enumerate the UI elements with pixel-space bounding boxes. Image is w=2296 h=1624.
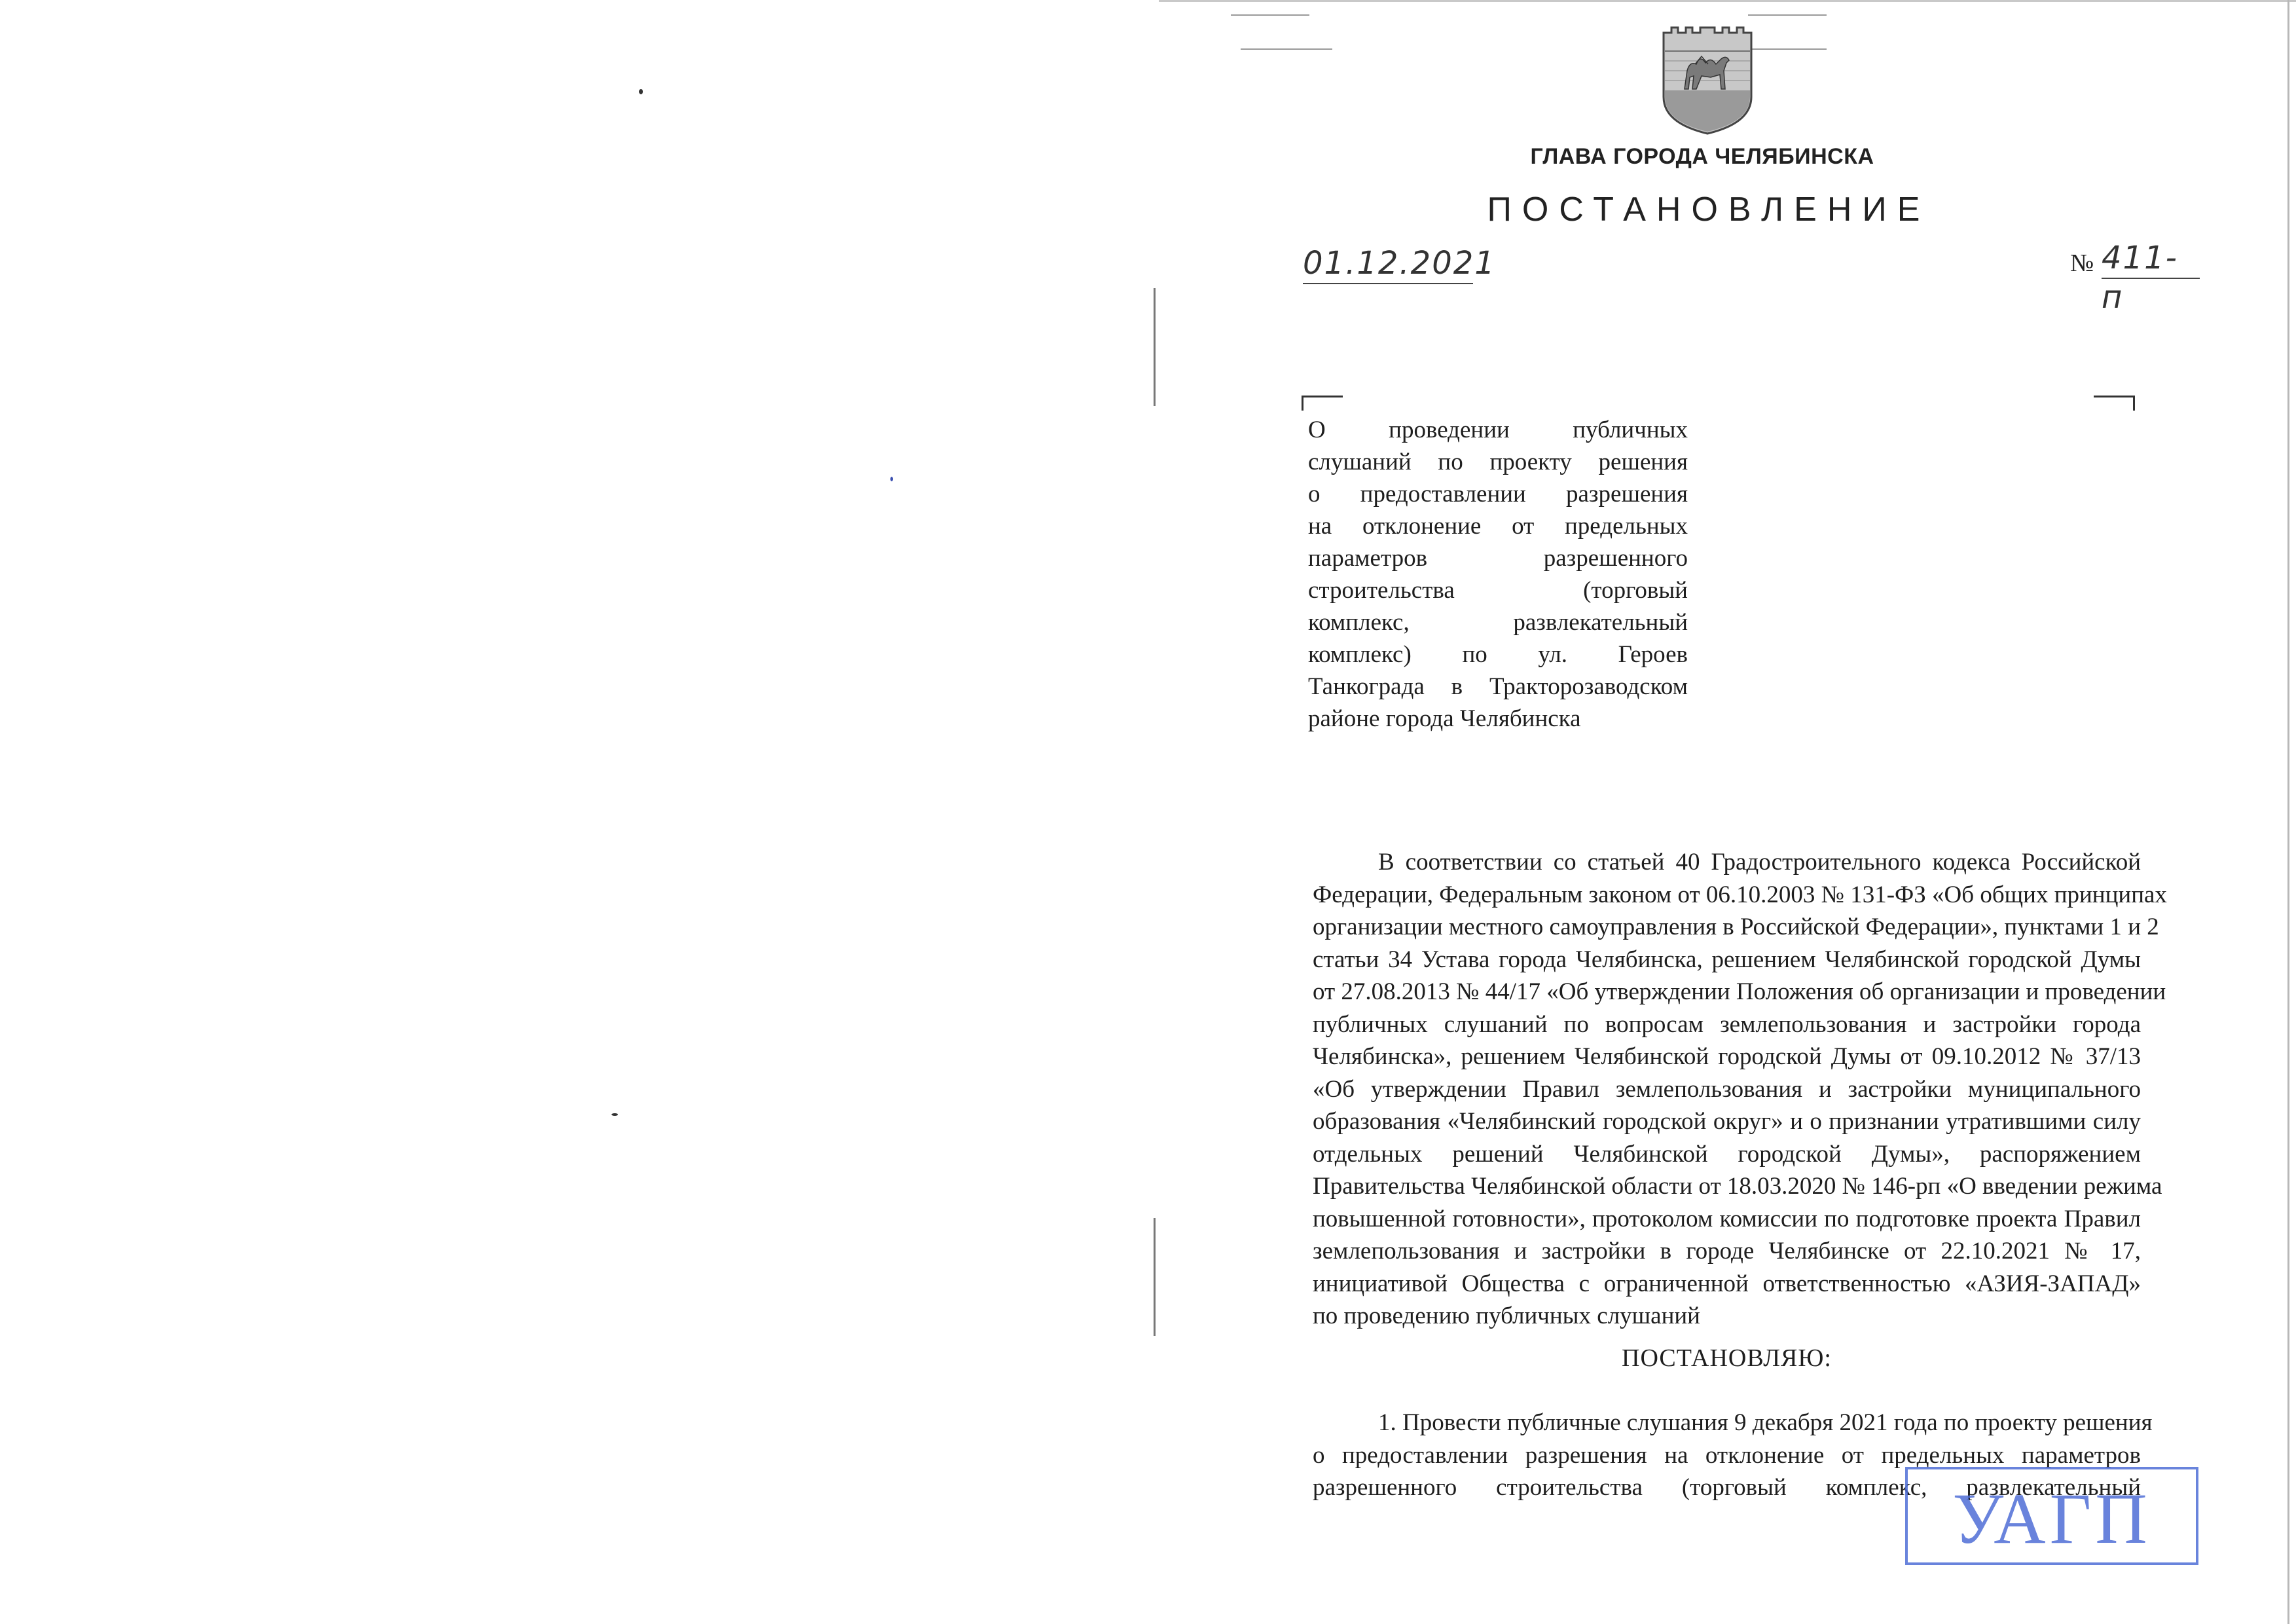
preamble-line: Федерации, Федеральным законом от 06.10.2003 № 131-ФЗ «Об общих принципах: [1313, 881, 2167, 908]
subject-line: слушаний по проекту решения: [1308, 449, 1688, 475]
subject-line: на отклонение от предельных: [1308, 513, 1688, 540]
clause-line: разрешенного строительства (торговый комплекс, развлекательный: [1313, 1474, 2141, 1501]
subject-line: комплекс, развлекательный: [1308, 609, 1688, 636]
clause-line: о предоставлении разрешения на отклонение от предельных параметров: [1313, 1441, 2141, 1469]
registration-stamp: УАГП: [1905, 1467, 2198, 1565]
preamble-line: организации местного самоуправления в Российской Федерации», пунктами 1 и 2: [1313, 913, 2159, 940]
preamble-line: инициативой Общества с ограниченной ответственностью «АЗИЯ-ЗАПАД»: [1313, 1270, 2141, 1297]
preamble-line: от 27.08.2013 № 44/17 «Об утверждении Положения об организации и проведении: [1313, 978, 2166, 1005]
subject-line: строительства (торговый: [1308, 577, 1688, 604]
scan-mark: [1748, 14, 1827, 16]
scan-speck: [639, 89, 643, 94]
preamble-line: отдельных решений Челябинской городской Думы», распоряжением: [1313, 1140, 2141, 1168]
subject-line: параметров разрешенного: [1308, 545, 1688, 572]
preamble-line: землепользования и застройки в городе Челябинске от 22.10.2021 № 17,: [1313, 1238, 2141, 1264]
scan-mark: [1231, 14, 1309, 16]
preamble-line: по проведению публичных слушаний: [1313, 1302, 1700, 1329]
subject-corner-bracket-left: [1302, 396, 1343, 411]
subject-corner-bracket-right: [2094, 396, 2135, 411]
decree-word: ПОСТАНОВЛЯЮ:: [1622, 1344, 1832, 1372]
preamble-paragraph: [1313, 846, 2167, 1333]
preamble-line: образования «Челябинский городской округ» и о признании утратившими силу: [1313, 1108, 2141, 1135]
scan-speck: [611, 1113, 618, 1116]
preamble-line: статьи 34 Устава города Челябинска, решением Челябинской городской Думы: [1313, 946, 2141, 973]
issuing-authority: ГЛАВА ГОРОДА ЧЕЛЯБИНСКА: [1530, 144, 1874, 169]
subject-line: комплекс) по ул. Героев: [1308, 641, 1688, 668]
subject-line: О проведении публичных: [1308, 416, 1688, 443]
clause-line: 1. Провести публичные слушания 9 декабря 2021 года по проекту решения: [1378, 1409, 2153, 1436]
document-date: 01.12.2021: [1303, 244, 1473, 284]
preamble-line: Челябинска», решением Челябинской городской Думы от 09.10.2012 № 37/13: [1313, 1043, 2141, 1070]
preamble-line: Правительства Челябинской области от 18.03.2020 № 146-рп «О введении режима: [1313, 1173, 2162, 1200]
preamble-line: повышенной готовности», протоколом комиссии по подготовке проекта Правил: [1313, 1205, 2141, 1232]
document-page: [1165, 0, 2288, 1624]
preamble-line: В соответствии со статьей 40 Градостроительного кодекса Российской: [1378, 849, 2141, 876]
preamble-line: «Об утверждении Правил землепользования и застройки муниципального: [1313, 1075, 2141, 1103]
document-subject: [1308, 414, 1688, 735]
subject-line: Танкограда в Тракторозаводском: [1308, 673, 1688, 700]
subject-line: о предоставлении разрешения: [1308, 481, 1688, 507]
chelyabinsk-coat-of-arms-icon: [1658, 25, 1757, 136]
subject-line: районе города Челябинска: [1308, 705, 1581, 732]
preamble-line: публичных слушаний по вопросам землепользования и застройки города: [1313, 1010, 2141, 1038]
scan-mark: [1241, 48, 1332, 50]
document-number: 411-п: [2102, 238, 2200, 279]
page-fold-binding: [1154, 288, 1156, 1336]
scan-speck: [890, 477, 893, 481]
document-type-title: ПОСТАНОВЛЕНИЕ: [1487, 191, 1931, 229]
document-number-label: №: [2070, 249, 2094, 277]
